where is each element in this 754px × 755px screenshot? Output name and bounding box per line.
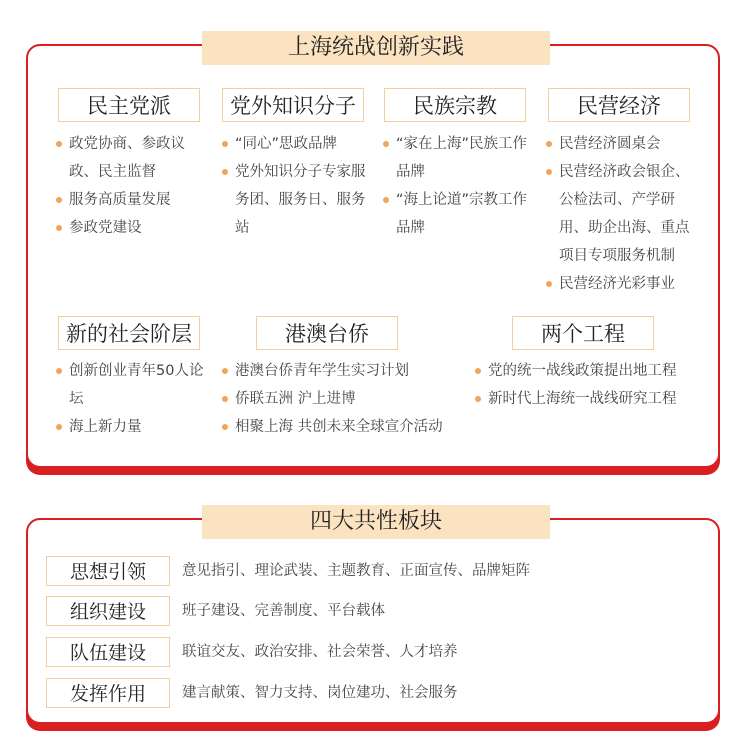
list-item: 海上新力量 bbox=[56, 413, 206, 441]
hk-macao-taiwan-overseas-list bbox=[222, 357, 472, 441]
category-new-social-strata: 新的社会阶层 bbox=[58, 316, 200, 350]
row-label-organization-building: 组织建设 bbox=[46, 596, 170, 626]
list-item: “海上论道”宗教工作品牌 bbox=[383, 186, 533, 242]
list-item: 新时代上海统一战线研究工程 bbox=[475, 385, 705, 413]
category-hk-macao-taiwan-overseas: 港澳台侨 bbox=[256, 316, 398, 350]
list-item: 民营经济圆桌会 bbox=[546, 130, 702, 158]
innovation-practice-title: 上海统战创新实践 bbox=[202, 31, 550, 65]
private-economy-list bbox=[546, 130, 702, 298]
non-party-intellectuals-list bbox=[222, 130, 368, 242]
list-item: 服务高质量发展 bbox=[56, 186, 206, 214]
category-two-projects: 两个工程 bbox=[512, 316, 654, 350]
ethnic-religious-list bbox=[383, 130, 533, 242]
list-item: 参政党建设 bbox=[56, 214, 206, 242]
row-text-play-role: 建言献策、智力支持、岗位建功、社会服务 bbox=[182, 685, 458, 701]
list-item: 侨联五洲 沪上进博 bbox=[222, 385, 472, 413]
category-democratic-parties: 民主党派 bbox=[58, 88, 200, 122]
list-item: 港澳台侨青年学生实习计划 bbox=[222, 357, 472, 385]
list-item: 党的统一战线政策提出地工程 bbox=[475, 357, 705, 385]
row-label-team-building: 队伍建设 bbox=[46, 637, 170, 667]
category-non-party-intellectuals: 党外知识分子 bbox=[222, 88, 364, 122]
list-item: 党外知识分子专家服务团、服务日、服务站 bbox=[222, 158, 368, 242]
row-label-ideological-guidance: 思想引领 bbox=[46, 556, 170, 586]
common-sections-title: 四大共性板块 bbox=[202, 505, 550, 539]
category-private-economy: 民营经济 bbox=[548, 88, 690, 122]
row-label-play-role: 发挥作用 bbox=[46, 678, 170, 708]
list-item: 相聚上海 共创未来全球宣介活动 bbox=[222, 413, 472, 441]
list-item: “同心”思政品牌 bbox=[222, 130, 368, 158]
two-projects-list bbox=[475, 357, 705, 413]
list-item: “家在上海”民族工作品牌 bbox=[383, 130, 533, 186]
list-item: 民营经济光彩事业 bbox=[546, 270, 702, 298]
new-social-strata-list bbox=[56, 357, 206, 441]
democratic-parties-list bbox=[56, 130, 206, 242]
row-text-ideological-guidance: 意见指引、理论武装、主题教育、正面宣传、品牌矩阵 bbox=[182, 563, 530, 579]
list-item: 创新创业青年50人论坛 bbox=[56, 357, 206, 413]
category-ethnic-religious: 民族宗教 bbox=[384, 88, 526, 122]
row-text-team-building: 联谊交友、政治安排、社会荣誉、人才培养 bbox=[182, 644, 458, 660]
row-text-organization-building: 班子建设、完善制度、平台载体 bbox=[182, 603, 385, 619]
list-item: 政党协商、参政议政、民主监督 bbox=[56, 130, 206, 186]
list-item: 民营经济政会银企、公检法司、产学研用、助企出海、重点项目专项服务机制 bbox=[546, 158, 702, 270]
